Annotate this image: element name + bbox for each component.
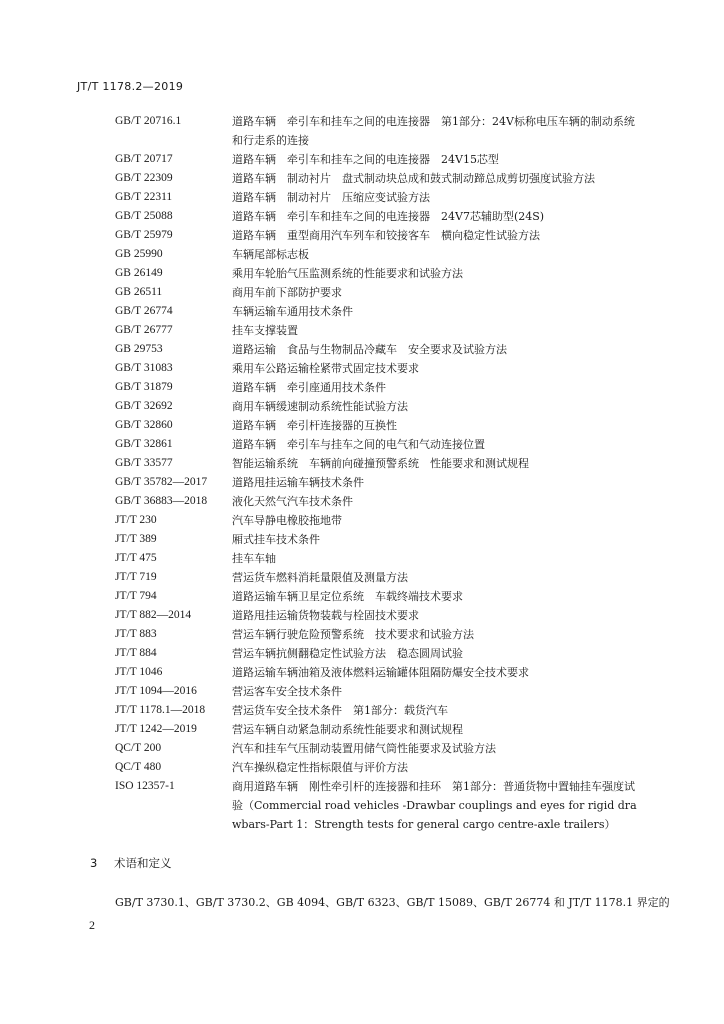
reference-row: [0, 625, 724, 644]
reference-code: JT/T 1242—2019: [115, 723, 197, 735]
reference-title: 道路车辆 牵引座通用技术条件: [232, 381, 386, 394]
reference-title: 营运货车安全技术条件 第1部分：载货汽车: [232, 704, 448, 717]
reference-code: JT/T 884: [115, 647, 157, 659]
reference-row: [0, 644, 724, 663]
reference-row: [0, 777, 724, 834]
reference-row: [0, 682, 724, 701]
reference-title: 厢式挂车技术条件: [232, 533, 320, 546]
reference-row: [0, 530, 724, 549]
reference-row: [0, 454, 724, 473]
reference-title: 道路车辆 牵引车和挂车之间的电连接器 24V7芯辅助型(24S): [232, 210, 545, 223]
reference-code: GB 29753: [115, 343, 163, 355]
reference-title: 液化天然气汽车技术条件: [232, 495, 353, 508]
reference-row: [0, 264, 724, 283]
reference-row: [0, 150, 724, 169]
reference-code: QC/T 200: [115, 742, 162, 754]
reference-row: [0, 492, 724, 511]
reference-title: 乘用车公路运输栓紧带式固定技术要求: [232, 362, 419, 375]
reference-row: [0, 701, 724, 720]
reference-row: [0, 587, 724, 606]
reference-title: 车辆尾部标志板: [232, 248, 309, 261]
reference-title: 道路车辆 制动衬片 压缩应变试验方法: [232, 191, 430, 204]
reference-title: 乘用车轮胎气压监测系统的性能要求和试验方法: [232, 267, 463, 280]
reference-row: [0, 606, 724, 625]
page-number: 2: [89, 918, 95, 932]
reference-title: 道路车辆 制动衬片 盘式制动块总成和鼓式制动蹄总成剪切强度试验方法: [232, 172, 595, 185]
reference-title: 道路运输车辆卫星定位系统 车载终端技术要求: [232, 590, 463, 603]
body-paragraph: GB/T 3730.1、GB/T 3730.2、GB 4094、GB/T 6323、GB/T 15089、GB/T 26774 和 JT/T 1178.1 界定的: [115, 896, 670, 909]
reference-code: JT/T 1178.1—2018: [115, 704, 206, 716]
section-heading: [90, 855, 172, 871]
reference-row: [0, 511, 724, 530]
reference-code: JT/T 882—2014: [115, 609, 192, 621]
reference-code: GB 26149: [115, 267, 163, 279]
reference-code: GB 26511: [115, 286, 163, 298]
reference-title: 车辆运输车通用技术条件: [232, 305, 353, 318]
reference-title: 道路甩挂运输货物装载与栓固技术要求: [232, 609, 419, 622]
reference-code: GB/T 25979: [115, 229, 173, 241]
reference-code: JT/T 1046: [115, 666, 163, 678]
reference-code: JT/T 389: [115, 533, 157, 545]
reference-code: JT/T 475: [115, 552, 157, 564]
reference-code: GB/T 22311: [115, 191, 173, 203]
reference-row: [0, 188, 724, 207]
reference-row: [0, 226, 724, 245]
reference-code: GB/T 25088: [115, 210, 173, 222]
reference-code: JT/T 1094—2016: [115, 685, 197, 697]
reference-row: [0, 340, 724, 359]
reference-title: 道路车辆 牵引车和挂车之间的电连接器 第1部分：24V标称电压车辆的制动系统和行走系的连接: [232, 115, 635, 147]
reference-title: 汽车导静电橡胶拖地带: [232, 514, 342, 527]
reference-code: GB/T 36883—2018: [115, 495, 208, 507]
reference-row: [0, 416, 724, 435]
reference-row: [0, 739, 724, 758]
reference-row: [0, 435, 724, 454]
reference-row: [0, 549, 724, 568]
reference-code: JT/T 794: [115, 590, 157, 602]
reference-row: [0, 720, 724, 739]
reference-title: 道路甩挂运输车辆技术条件: [232, 476, 364, 489]
reference-code: GB/T 20716.1: [115, 115, 182, 127]
reference-row: [0, 245, 724, 264]
reference-row: [0, 473, 724, 492]
reference-code: JT/T 883: [115, 628, 157, 640]
reference-code: GB/T 32860: [115, 419, 173, 431]
reference-code: JT/T 230: [115, 514, 157, 526]
reference-title: 商用车辆缓速制动系统性能试验方法: [232, 400, 408, 413]
reference-code: GB/T 35782—2017: [115, 476, 208, 488]
reference-code: GB/T 20717: [115, 153, 173, 165]
section-title: 术语和定义: [114, 856, 172, 870]
reference-row: [0, 359, 724, 378]
reference-title: 道路车辆 牵引车与挂车之间的电气和气动连接位置: [232, 438, 485, 451]
reference-title: 汽车操纵稳定性指标限值与评价方法: [232, 761, 408, 774]
reference-row: [0, 663, 724, 682]
reference-code: GB/T 31879: [115, 381, 173, 393]
reference-row: [0, 302, 724, 321]
reference-title: 道路运输 食品与生物制品冷藏车 安全要求及试验方法: [232, 343, 507, 356]
reference-title: 营运车辆自动紧急制动系统性能要求和测试规程: [232, 723, 463, 736]
reference-code: GB/T 32692: [115, 400, 173, 412]
reference-title: 营运客车安全技术条件: [232, 685, 342, 698]
reference-code: GB/T 26777: [115, 324, 173, 336]
reference-title: 道路车辆 牵引杆连接器的互换性: [232, 419, 397, 432]
reference-row: [0, 112, 724, 150]
reference-code: GB/T 26774: [115, 305, 173, 317]
reference-title: 营运车辆抗侧翻稳定性试验方法 稳态圆周试验: [232, 647, 463, 660]
reference-row: [0, 169, 724, 188]
reference-title: 挂车车轴: [232, 552, 276, 565]
section-number: 3: [90, 856, 98, 870]
reference-code: GB/T 33577: [115, 457, 173, 469]
reference-title: 商用车前下部防护要求: [232, 286, 342, 299]
reference-code: QC/T 480: [115, 761, 162, 773]
reference-title: 道路车辆 重型商用汽车列车和铰接客车 横向稳定性试验方法: [232, 229, 540, 242]
reference-row: [0, 283, 724, 302]
reference-title: 道路车辆 牵引车和挂车之间的电连接器 24V15芯型: [232, 153, 499, 166]
reference-row: [0, 321, 724, 340]
reference-row: [0, 378, 724, 397]
reference-code: JT/T 719: [115, 571, 157, 583]
reference-title: 智能运输系统 车辆前向碰撞预警系统 性能要求和测试规程: [232, 457, 529, 470]
reference-row: [0, 568, 724, 587]
reference-list: [0, 112, 724, 834]
reference-code: GB/T 22309: [115, 172, 173, 184]
reference-row: [0, 397, 724, 416]
reference-title: 营运车辆行驶危险预警系统 技术要求和试验方法: [232, 628, 474, 641]
reference-row: [0, 207, 724, 226]
reference-title: 营运货车燃料消耗量限值及测量方法: [232, 571, 408, 584]
reference-title: 道路运输车辆油箱及液体燃料运输罐体阻隔防爆安全技术要求: [232, 666, 529, 679]
reference-code: GB/T 31083: [115, 362, 173, 374]
reference-title: 汽车和挂车气压制动装置用储气筒性能要求及试验方法: [232, 742, 496, 755]
reference-code: GB 25990: [115, 248, 163, 260]
reference-title: 挂车支撑装置: [232, 324, 298, 337]
reference-title: 商用道路车辆 刚性牵引杆的连接器和挂环 第1部分：普通货物中置轴挂车强度试验（Commercial road vehicles -Drawbar couplings and eyes for rigid drawbars-Part 1：Strength tests for general cargo centre-axle trailers）: [232, 780, 637, 831]
page-header: JT/T 1178.2—2019: [77, 80, 184, 93]
reference-code: GB/T 32861: [115, 438, 173, 450]
reference-row: [0, 758, 724, 777]
reference-code: ISO 12357-1: [115, 780, 175, 792]
